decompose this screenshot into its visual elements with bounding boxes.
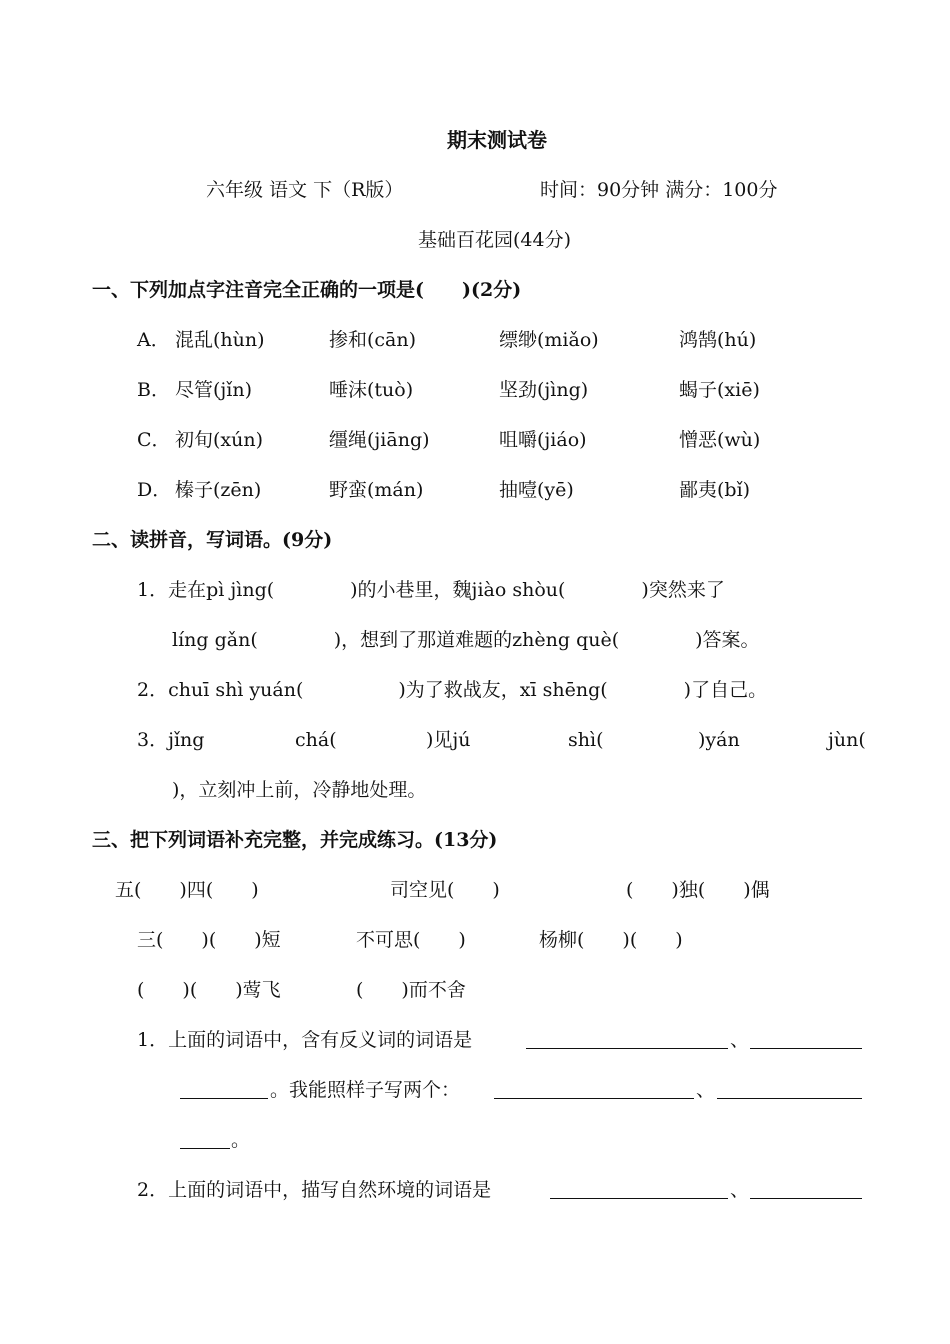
idiom-blank: 不可思( ): [356, 929, 466, 951]
section-header: 基础百花园(44分): [418, 229, 572, 251]
idiom-blank: 杨柳( )( ): [539, 929, 683, 951]
q3-heading: 三、把下列词语补充完整，并完成练习。(13分): [92, 829, 498, 851]
idiom-blank: 三( )( )短: [137, 929, 281, 951]
option-item: 鸿鹄(hú): [679, 329, 757, 351]
option-item: 混乱(hùn): [175, 329, 265, 351]
option-item: 咀嚼(jiáo): [499, 429, 587, 451]
separator: 、: [730, 1179, 750, 1201]
option-item: 掺和(cān): [329, 329, 417, 351]
option-item: 鄙夷(bǐ): [679, 479, 751, 501]
option-item: 野蛮(mán): [329, 479, 424, 501]
end-mark: 。: [231, 1129, 251, 1151]
q2-item-2: 2．chuī shì yuán( )为了救战友，xī shēng( )了自己。: [137, 679, 768, 701]
option-label: D．: [137, 479, 172, 501]
q2-item-3-part: jùn(: [828, 729, 866, 751]
q2-item-3-part: )yán: [698, 729, 740, 751]
option-item: 唾沫(tuò): [329, 379, 414, 401]
option-item: 缰绳(jiāng): [329, 429, 430, 451]
q3-sub1-text: 1．上面的词语中，含有反义词的词语是: [137, 1029, 473, 1051]
answer-line[interactable]: [750, 1180, 862, 1199]
time-score-info: 时间：90分钟 满分：100分: [540, 179, 778, 201]
q2-heading: 二、读拼音，写词语。(9分): [92, 529, 333, 551]
grade-info: 六年级 语文 下（R版）: [206, 179, 404, 201]
option-label: A．: [137, 329, 170, 351]
option-label: B．: [137, 379, 170, 401]
page-title: 期末测试卷: [447, 128, 547, 152]
answer-line[interactable]: [180, 1080, 268, 1099]
option-item: 蝎子(xiē): [679, 379, 760, 401]
q3-sub2-text: 2．上面的词语中，描写自然环境的词语是: [137, 1179, 492, 1201]
q2-item-1: 1．走在pì jìng( )的小巷里，魏jiào shòu( )突然来了: [137, 579, 725, 601]
answer-line[interactable]: [180, 1130, 230, 1149]
q3-sub1-text-cont: 。我能照样子写两个：: [270, 1079, 461, 1101]
answer-line[interactable]: [494, 1080, 694, 1099]
option-item: 初旬(xún): [175, 429, 264, 451]
idiom-blank: ( )而不舍: [356, 979, 466, 1001]
option-item: 榛子(zēn): [175, 479, 262, 501]
answer-line[interactable]: [550, 1180, 728, 1199]
q2-item-3-part: chá(: [295, 729, 337, 751]
q2-item-3-part: )见jú: [426, 729, 471, 751]
q2-item-3-cont: )，立刻冲上前，冷静地处理。: [172, 779, 427, 801]
option-item: 尽管(jǐn): [175, 379, 253, 401]
option-item: 缥缈(miǎo): [499, 329, 599, 351]
q2-item-3-part: 3．jǐng: [137, 729, 205, 751]
option-item: 抽噎(yē): [499, 479, 574, 501]
separator: 、: [730, 1029, 750, 1051]
idiom-blank: ( )独( )偶: [626, 879, 770, 901]
answer-line[interactable]: [750, 1030, 862, 1049]
separator: 、: [696, 1079, 716, 1101]
idiom-blank: 五( )四( ): [115, 879, 259, 901]
answer-line[interactable]: [717, 1080, 862, 1099]
option-item: 坚劲(jìng): [499, 379, 589, 401]
q1-heading: 一、下列加点字注音完全正确的一项是( )(2分): [92, 279, 522, 301]
q2-item-1-cont: líng gǎn( )，想到了那道难题的zhèng què( )答案。: [172, 629, 760, 651]
q2-item-3-part: shì(: [568, 729, 604, 751]
option-item: 憎恶(wù): [679, 429, 761, 451]
answer-line[interactable]: [526, 1030, 728, 1049]
option-label: C．: [137, 429, 171, 451]
idiom-blank: 司空见( ): [390, 879, 500, 901]
idiom-blank: ( )( )莺飞: [137, 979, 281, 1001]
